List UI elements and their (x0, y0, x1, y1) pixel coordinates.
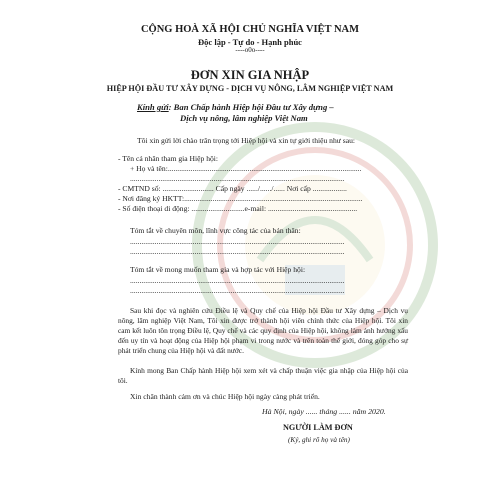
applicant-name-label: - Tên cá nhân tham gia Hiệp hội: (118, 154, 219, 163)
expertise-line-2: ................................................................................................................. (130, 247, 345, 256)
wishes-line-1: ................................................................................................................. (130, 276, 345, 285)
phone-email-field: - Số điện thoại di động: ............................e-mail: ............................................... (118, 204, 358, 213)
id-card-field: - CMTND số: ........................... Cấp ngày ....../....../...... Nơi cấp .................. (118, 184, 347, 193)
wishes-line-2: ................................................................................................................. (130, 286, 345, 295)
national-motto: Độc lập - Tự do - Hạnh phúc (198, 37, 302, 47)
residence-field: - Nơi đăng ký HKTT:.............................................................................................. (118, 194, 363, 203)
motto-divider: ----o0o---- (235, 46, 265, 54)
request-paragraph: Kính mong Ban Chấp hành Hiệp hội xem xét và chấp thuận việc gia nhập của Hiệp hội của tôi. (118, 366, 408, 385)
thanks-paragraph: Xin chân thành cảm ơn và chúc Hiệp hội ngày càng phát triển. (130, 392, 320, 401)
document-title: ĐƠN XIN GIA NHẬP (190, 68, 310, 82)
recipient-text-1: : Ban Chấp hành Hiệp hội Đầu tư Xây dựng – (168, 102, 334, 112)
fullname-extra-line: ................................................................................................................. (130, 174, 345, 183)
wishes-label: Tóm tắt về mong muốn tham gia và hợp tác với Hiệp hội: (130, 265, 306, 274)
fullname-field: + Họ và tên:...................................................................................................... (130, 164, 362, 173)
association-name: HIỆP HỘI ĐẦU TƯ XÂY DỰNG - DỊCH VỤ NÔNG, LÂM NGHIỆP VIỆT NAM (106, 84, 394, 93)
signer-title: NGƯỜI LÀM ĐƠN (283, 423, 353, 432)
national-title: CỘNG HOÀ XÃ HỘI CHỦ NGHĨA VIỆT NAM (140, 24, 360, 35)
expertise-line-1: ................................................................................................................. (130, 237, 345, 246)
place-date: Hà Nội, ngày ...... tháng ...... năm 2020. (262, 407, 386, 416)
recipient-line-2: Dịch vụ nông, lâm nghiệp Việt Nam (180, 113, 308, 123)
intro-text: Tôi xin gửi lời chào trân trọng tới Hiệp hội và xin tự giới thiệu như sau: (137, 136, 356, 145)
expertise-label: Tóm tắt về chuyên môn, lĩnh vực công tác của bản thân: (130, 226, 301, 235)
recipient-label: Kính gửi (137, 102, 169, 112)
recipient-line-1 (137, 102, 334, 112)
signature-note: (Ký, ghi rõ họ và tên) (288, 436, 350, 444)
commitment-paragraph: Sau khi đọc và nghiên cứu Điều lệ và Quy chế của Hiệp hội Đầu tư Xây dựng – Dịch vụ nông, lâm nghiệp Việt Nam, Tôi xin được trở thành hội viên chính thức của Hiệp hội. Tôi xin cam kết luôn tôn trọng Điều lệ, Quy chế và các quy định của Hiệp hội, không làm ảnh hưởng xấu đến uy tín và hoạt động của Hiệp hội phạm vi trong nước và trên toàn thế giới, đóng góp cho sự phát triển chung của Hiệp hội và đất nước. (118, 306, 408, 355)
